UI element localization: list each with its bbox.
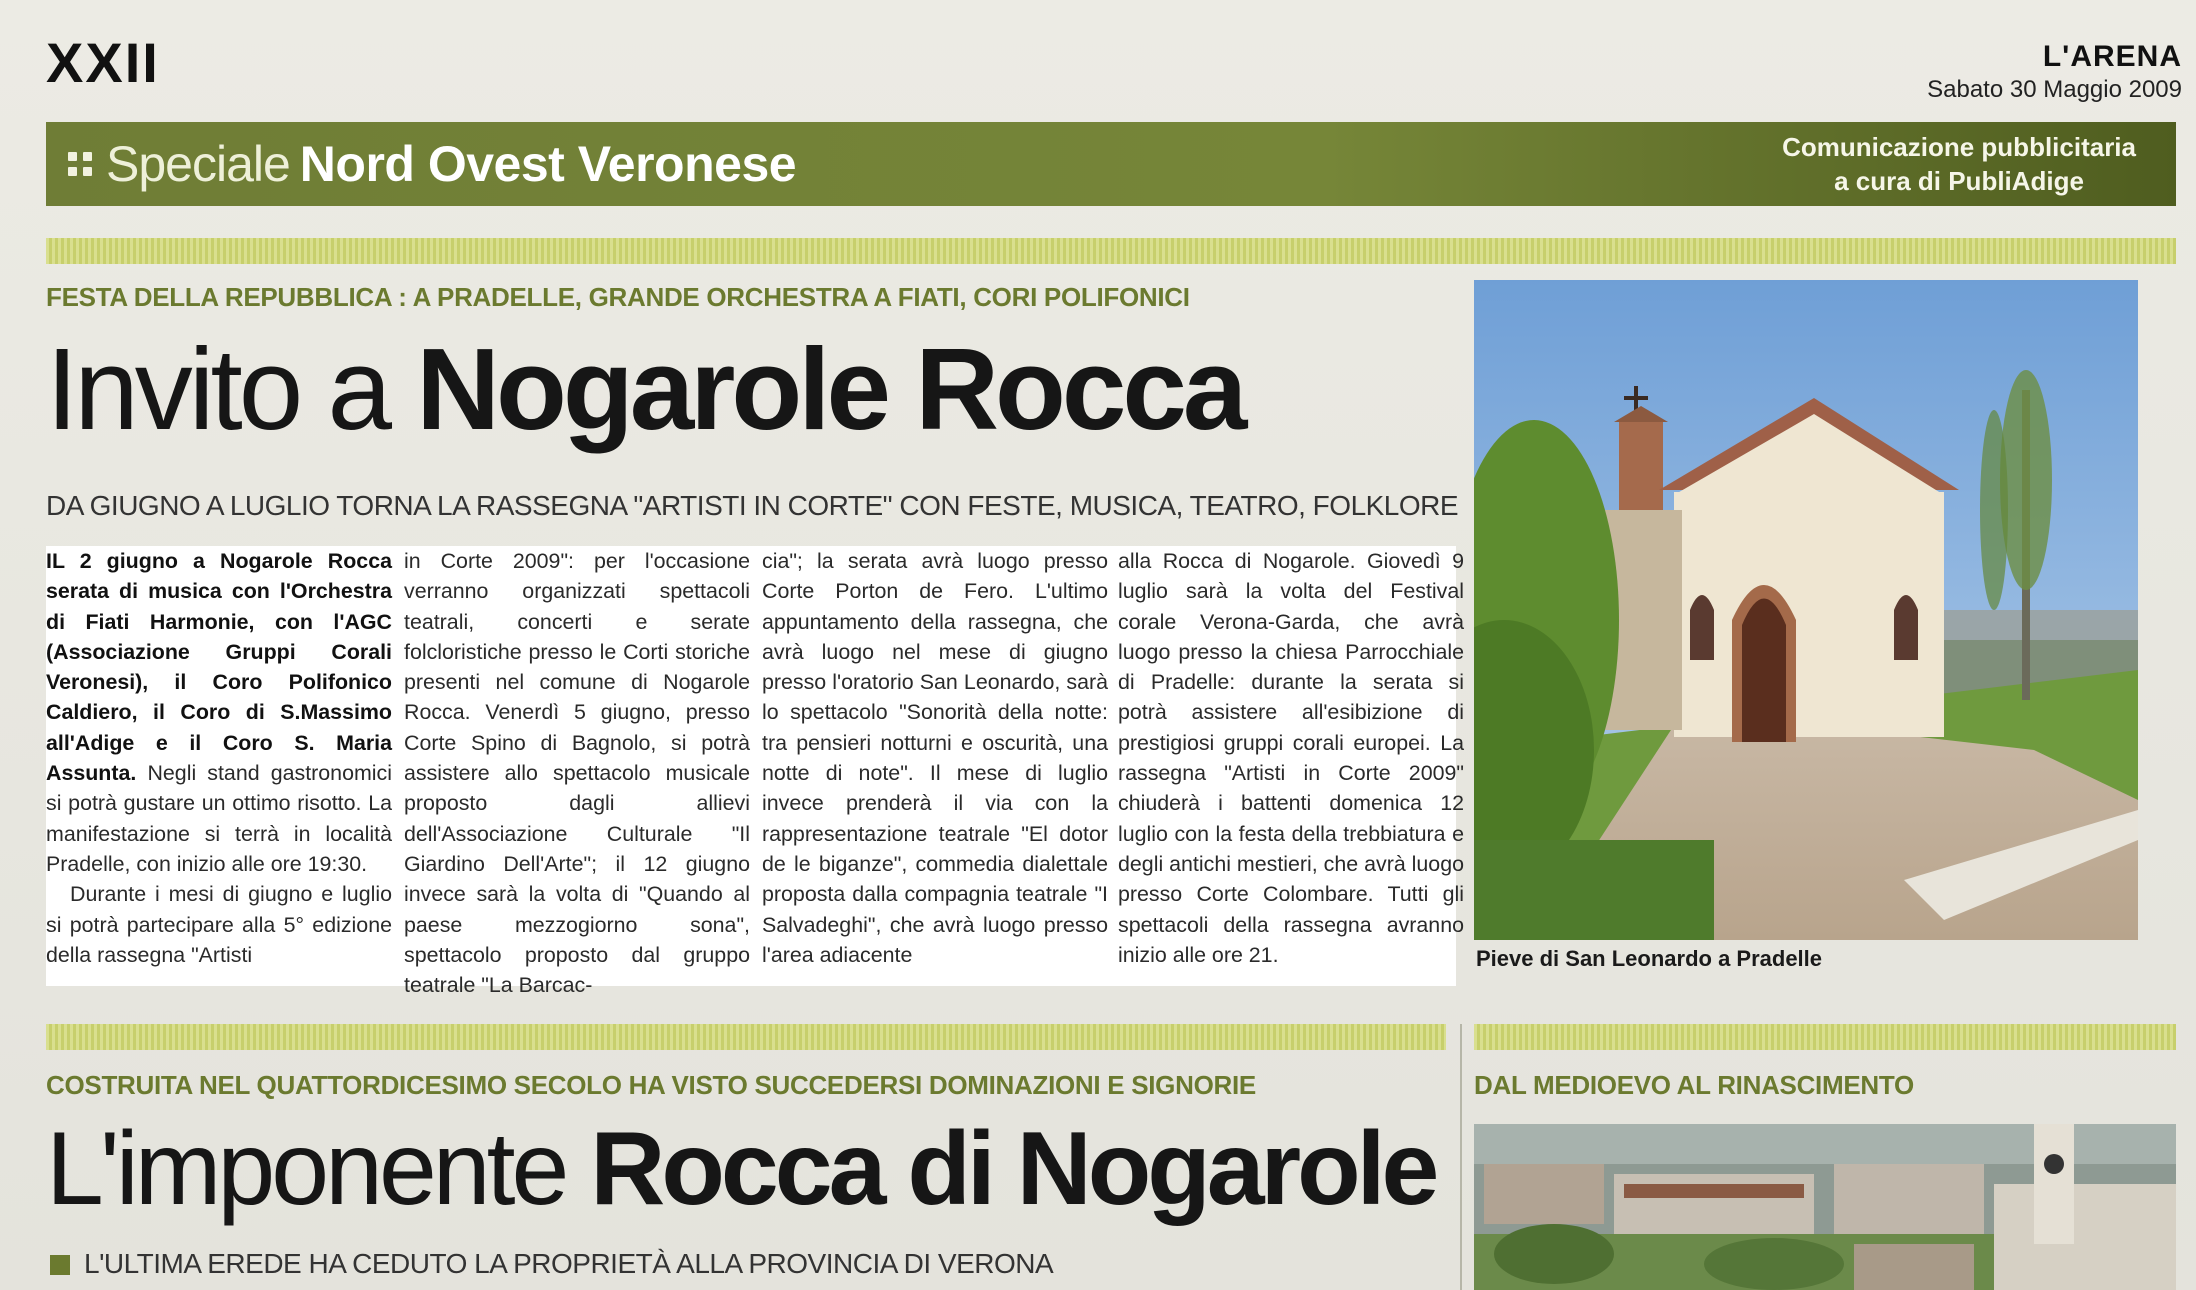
article1-column-4	[1118, 546, 1464, 970]
banner-section-title: Nord Ovest Veronese	[299, 136, 797, 192]
article1-body	[46, 546, 1464, 998]
column-divider	[1460, 1024, 1462, 1290]
article1-col1-para2: Durante i mesi di giugno e luglio si potrà partecipare alla 5° edizione della rassegna "Artisti	[46, 882, 392, 967]
article1-subhead: DA GIUGNO A LUGLIO TORNA LA RASSEGNA "ARTISTI IN CORTE" CON FESTE, MUSICA, TEATRO, FOLKLORE	[46, 490, 1459, 521]
article1-col3-text: cia"; la serata avrà luogo presso Corte Porton de Fero. L'ultimo appuntamento della rassegna, che avrà luogo nel mese di giugno presso l'oratorio San Leonardo, sarà lo spettacolo "Sonorità della notte: tra pensieri notturni e oscurità, una notte di note". Il mese di luglio invece prenderà il via con la rappresentazione teatrale "El dotor de le biganze", commedia dialettale proposta dalla compagnia teatrale "I Salvadeghi", che avrà luogo presso l'area adiacente	[762, 549, 1108, 967]
article1-lead: IL 2 giugno a Nogarole Rocca serata di musica con l'Orchestra di Fiati Harmonie, con l'AGC (Associazione Gruppi Corali Veronesi), il Coro Polifonico Caldiero, il Coro di S.Massimo all'Adige e il Coro S. Maria Assunta.	[46, 549, 392, 786]
article1-headline-bold: Nogarole Rocca	[416, 324, 1244, 454]
article1-column-3	[762, 546, 1108, 970]
article2-headline	[46, 1110, 1435, 1229]
article1-col1-text: Negli stand gastronomici si potrà gustare un ottimo risotto. La manifestazione si terrà in località Pradelle, con inizio alle ore 19:30.	[46, 761, 392, 876]
article2-subhead-text: L'ULTIMA EREDE HA CEDUTO LA PROPRIETÀ ALLA PROVINCIA DI VERONA	[84, 1248, 1054, 1279]
article2-headline-bold: Rocca di Nogarole	[590, 1111, 1436, 1227]
article1-column-1	[46, 546, 392, 970]
section-banner	[46, 122, 2176, 206]
issue-date: Sabato 30 Maggio 2009	[1927, 76, 2182, 103]
article1-headline-light: Invito a	[46, 324, 417, 454]
town-aerial-photo	[1474, 1124, 2176, 1290]
page-number: XXII	[46, 31, 160, 94]
sidebar2-kicker: DAL MEDIOEVO AL RINASCIMENTO	[1474, 1070, 1914, 1100]
article2-kicker: COSTRUITA NEL QUATTORDICESIMO SECOLO HA VISTO SUCCEDERSI DOMINAZIONI E SIGNORIE	[46, 1070, 1256, 1100]
church-photo	[1474, 280, 2138, 940]
square-bullet-icon	[50, 1255, 70, 1275]
photo-caption: Pieve di San Leonardo a Pradelle	[1476, 946, 1823, 971]
dots-icon	[68, 152, 92, 176]
advert-notice	[1782, 130, 2136, 198]
banner-speciale: Speciale	[106, 136, 290, 192]
article1-kicker: FESTA DELLA REPUBBLICA : A PRADELLE, GRANDE ORCHESTRA A FIATI, CORI POLIFONICI	[46, 282, 1190, 312]
article1-headline	[46, 322, 1243, 456]
newspaper-name: L'ARENA	[2042, 40, 2182, 73]
article1-col2-text: in Corte 2009": per l'occasione verranno organizzati spettacoli teatrali, concerti e serate folcloristiche presso le Corti storiche presenti nel comune di Nogarole Rocca. Venerdì 5 giugno, presso Corte Spino di Bagnolo, si potrà assistere allo spettacolo musicale proposto dagli allievi dell'Associazione Culturale "Il Giardino Dell'Arte"; il 12 giugno invece sarà la volta di "Quando al paese mezzogiorno sona", spettacolo proposto dal gruppo teatrale "La Barcac-	[404, 549, 750, 998]
masthead	[1927, 40, 2182, 104]
article1-col4-text: alla Rocca di Nogarole. Giovedì 9 luglio sarà la volta del Festival corale Verona-Garda, che avrà luogo presso la chiesa Parrocchiale di Pradelle: durante la serata si potrà assistere all'esibizione di prestigiosi gruppi corali europei. La rassegna "Artisti in Corte 2009" chiuderà i battenti domenica 12 luglio con la festa della trebbiatura e degli antichi mestieri, che avrà luogo presso Corte Colombare. Tutti gli spettacoli della rassegna avranno inizio alle ore 21.	[1118, 549, 1464, 967]
decorative-stripe	[46, 238, 2176, 264]
article1-column-2	[404, 546, 750, 1000]
advert-line-1: Comunicazione pubblicitaria	[1782, 132, 2136, 162]
decorative-stripe-3	[1474, 1024, 2176, 1050]
advert-line-2: a cura di PubliAdige	[1834, 166, 2084, 196]
article2-headline-light: L'imponente	[46, 1111, 591, 1227]
article2-subhead	[50, 1248, 1053, 1280]
decorative-stripe-2	[46, 1024, 1446, 1050]
